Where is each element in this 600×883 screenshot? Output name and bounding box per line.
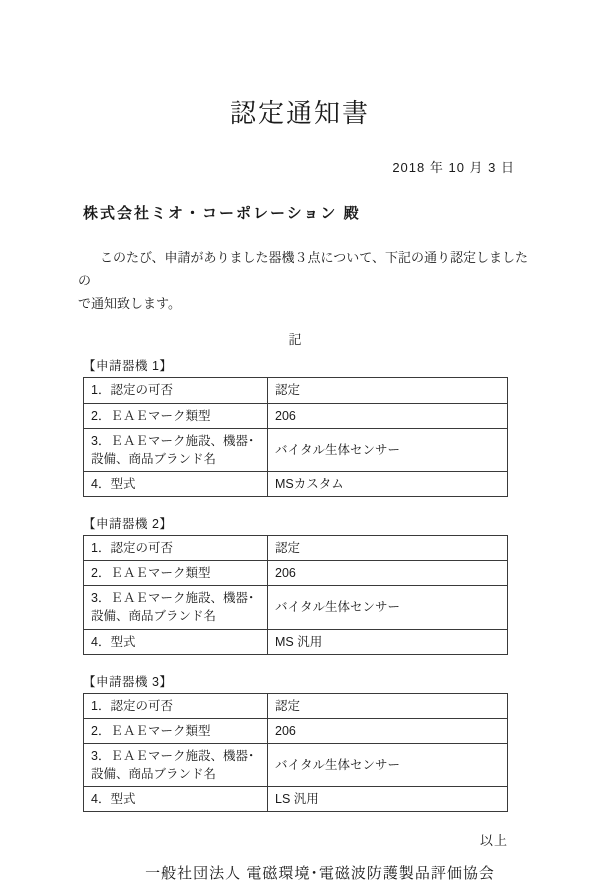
- device-spec-table: [83, 377, 508, 497]
- ki-marker: 記: [288, 332, 302, 348]
- issuing-organization: 一般社団法人 電磁環境･電磁波防護製品評価協会: [145, 865, 495, 883]
- spec-value: バイタル生体センサー: [268, 428, 508, 471]
- table-row: [84, 629, 508, 654]
- body-paragraph: [0, 223, 600, 315]
- spec-value: 206: [268, 403, 508, 428]
- spec-label: 2．ＥＡＥマーク類型: [84, 561, 268, 586]
- device-spec-table: [83, 535, 508, 655]
- spec-value: 認定: [268, 536, 508, 561]
- table-row: [84, 428, 508, 471]
- spec-label: 3．ＥＡＥマーク施設、機器･設備、商品ブランド名: [84, 586, 268, 629]
- issue-date: 2018 年 10 月 3 日: [392, 160, 515, 176]
- spec-value: 206: [268, 718, 508, 743]
- device-heading: 【申請器機 1】: [83, 359, 173, 374]
- closing-text: 以上: [479, 833, 508, 849]
- spec-value: 206: [268, 561, 508, 586]
- spec-label: 4．型式: [84, 629, 268, 654]
- table-row: [84, 471, 508, 496]
- table-row: [84, 561, 508, 586]
- table-row: [84, 693, 508, 718]
- table-row: [84, 743, 508, 786]
- device-block: [0, 356, 600, 497]
- spec-label: 1．認定の可否: [84, 693, 268, 718]
- device-spec-table: [83, 693, 508, 813]
- spec-value: バイタル生体センサー: [268, 743, 508, 786]
- device-block: [0, 514, 600, 655]
- table-row: [84, 718, 508, 743]
- spec-label: 4．型式: [84, 787, 268, 812]
- device-block: [0, 672, 600, 813]
- table-row: [84, 378, 508, 403]
- body-paragraph-line-1: このたび、申請がありました器機３点について、下記の通り認定しましたの: [78, 250, 528, 288]
- table-row: [84, 403, 508, 428]
- page-title: 認定通知書: [229, 98, 370, 128]
- spec-label: 3．ＥＡＥマーク施設、機器･設備、商品ブランド名: [84, 743, 268, 786]
- spec-value: LS 汎用: [268, 787, 508, 812]
- table-row: [84, 536, 508, 561]
- spec-label: 2．ＥＡＥマーク類型: [84, 718, 268, 743]
- body-paragraph-line-2: で通知致します。: [78, 295, 181, 311]
- spec-value: バイタル生体センサー: [268, 586, 508, 629]
- device-heading: 【申請器機 2】: [83, 517, 173, 532]
- spec-value: 認定: [268, 693, 508, 718]
- spec-value: 認定: [268, 378, 508, 403]
- spec-value: MSカスタム: [268, 471, 508, 496]
- spec-label: 1．認定の可否: [84, 536, 268, 561]
- device-heading: 【申請器機 3】: [83, 674, 173, 689]
- recipient-name: 株式会社ミオ・コーポレーション 殿: [83, 205, 361, 223]
- spec-label: 1．認定の可否: [84, 378, 268, 403]
- spec-label: 4．型式: [84, 471, 268, 496]
- spec-value: MS 汎用: [268, 629, 508, 654]
- table-row: [84, 586, 508, 629]
- spec-label: 2．ＥＡＥマーク類型: [84, 403, 268, 428]
- spec-label: 3．ＥＡＥマーク施設、機器･設備、商品ブランド名: [84, 428, 268, 471]
- table-row: [84, 787, 508, 812]
